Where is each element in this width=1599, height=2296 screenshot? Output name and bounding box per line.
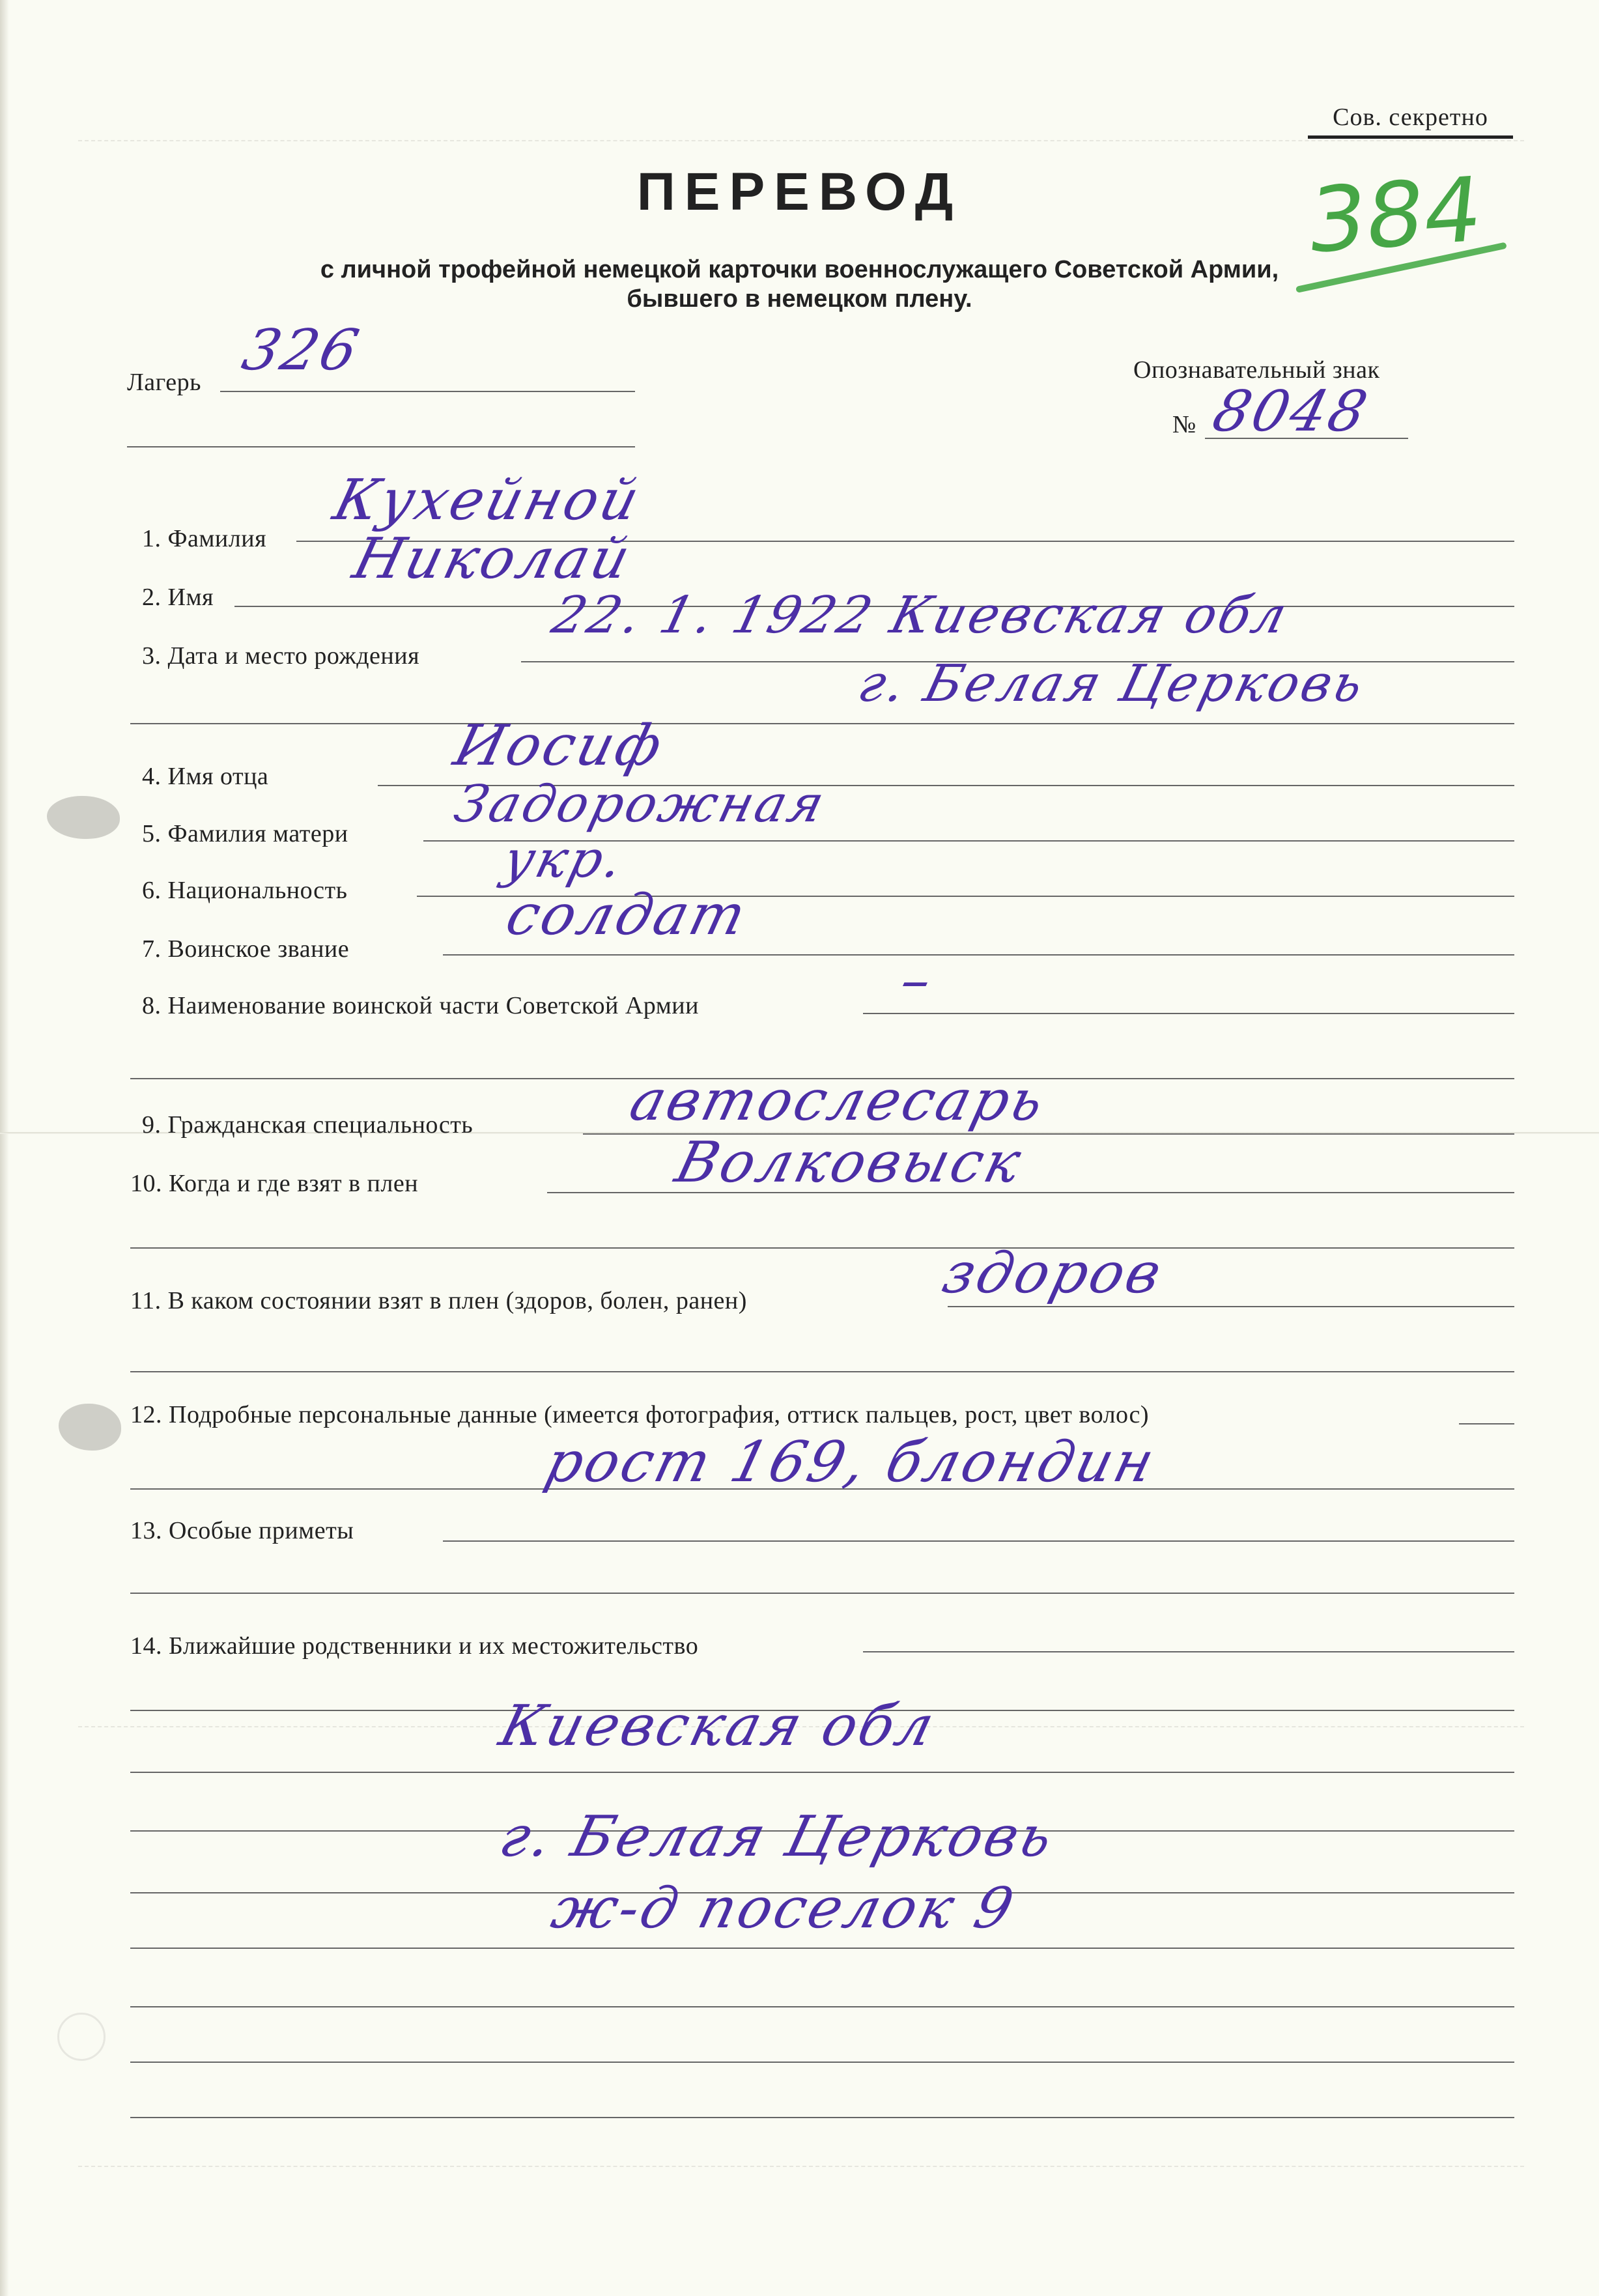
camp-value: 326 xyxy=(236,318,367,383)
field-profession-label: 9. Гражданская специальность xyxy=(142,1111,474,1139)
field-relatives-line xyxy=(863,1651,1514,1652)
field-unit-value: – xyxy=(894,948,941,1013)
punch-hole xyxy=(47,796,120,839)
field-surname-label: 1. Фамилия xyxy=(142,525,267,552)
faint-ruling xyxy=(78,140,1524,141)
document-title: ПЕРЕВОД xyxy=(636,162,963,221)
page-edge-shadow xyxy=(0,0,9,2296)
field-condition-line-2 xyxy=(130,1371,1514,1372)
field-captured-value: Волковыск xyxy=(669,1130,1030,1195)
id-tag-value: 8048 xyxy=(1206,379,1376,444)
field-mother-label: 5. Фамилия матери xyxy=(142,820,348,847)
field-relatives-label: 14. Ближайшие родственники и их местожительство xyxy=(130,1632,699,1660)
field-relatives-value-2: г. Белая Церковь xyxy=(493,1804,1062,1869)
camp-label: Лагерь xyxy=(127,369,201,396)
id-tag-number-sign: № xyxy=(1172,411,1196,438)
camp-line-2 xyxy=(127,446,635,447)
field-relatives-line-9 xyxy=(130,2117,1514,2118)
field-unit-line xyxy=(863,1013,1514,1014)
field-relatives-line-7 xyxy=(130,2006,1514,2007)
field-birth-value-2: г. Белая Церковь xyxy=(852,655,1372,713)
field-captured-line-2 xyxy=(130,1247,1514,1249)
field-personal-label: 12. Подробные персональные данные (имеется фотография, оттиск пальцев, рост, цвет волос) xyxy=(130,1401,1149,1428)
punch-hole-ring xyxy=(57,2013,106,2061)
field-name-value: Николай xyxy=(347,526,639,591)
faint-ruling xyxy=(78,2166,1524,2167)
field-marks-label: 13. Особые приметы xyxy=(130,1517,354,1544)
field-birth-line-2 xyxy=(130,723,1514,724)
field-mother-value: Задорожная xyxy=(448,775,832,834)
archive-number: 384 xyxy=(1303,157,1488,274)
id-tag-label: Опознавательный знак xyxy=(1133,356,1380,384)
field-surname-value: Кухейной xyxy=(327,468,648,533)
field-personal-value: рост 169, блондин xyxy=(539,1430,1163,1495)
field-captured-label: 10. Когда и где взят в плен xyxy=(130,1170,419,1197)
document-subtitle-line1: с личной трофейной немецкой карточки военнослужащего Советской Армии, xyxy=(320,256,1279,283)
field-relatives-line-3 xyxy=(130,1772,1514,1773)
field-nationality-value: укр. xyxy=(497,830,631,889)
field-nationality-label: 6. Национальность xyxy=(142,877,348,904)
field-rank-label: 7. Воинское звание xyxy=(142,935,350,963)
field-rank-value: солдат xyxy=(500,883,755,948)
field-name-label: 2. Имя xyxy=(142,584,214,611)
field-condition-label: 11. В каком состоянии взят в плен (здоров, болен, ранен) xyxy=(130,1287,747,1314)
document-subtitle-line2: бывшего в немецком плену. xyxy=(627,285,972,313)
field-relatives-line-6 xyxy=(130,1948,1514,1949)
field-profession-value: автослесарь xyxy=(623,1068,1053,1133)
classification-stamp: Сов. секретно xyxy=(1308,103,1513,139)
punch-hole xyxy=(59,1404,121,1451)
field-condition-line xyxy=(948,1306,1514,1307)
field-relatives-value-3: ж-д поселок 9 xyxy=(545,1876,1023,1941)
field-father-value: Иосиф xyxy=(447,713,672,778)
field-relatives-line-8 xyxy=(130,2062,1514,2063)
field-marks-line-2 xyxy=(130,1593,1514,1594)
field-personal-line xyxy=(1459,1423,1514,1424)
field-father-label: 4. Имя отца xyxy=(142,763,269,790)
field-rank-line xyxy=(443,954,1514,956)
field-birth-label: 3. Дата и место рождения xyxy=(142,642,420,670)
field-relatives-value: Киевская обл xyxy=(493,1694,943,1759)
field-birth-value: 22. 1. 1922 Киевская обл xyxy=(546,586,1295,645)
field-marks-line xyxy=(443,1540,1514,1542)
field-condition-value: здоров xyxy=(936,1241,1170,1306)
field-unit-label: 8. Наименование воинской части Советской Армии xyxy=(142,992,699,1019)
camp-line xyxy=(220,391,635,392)
